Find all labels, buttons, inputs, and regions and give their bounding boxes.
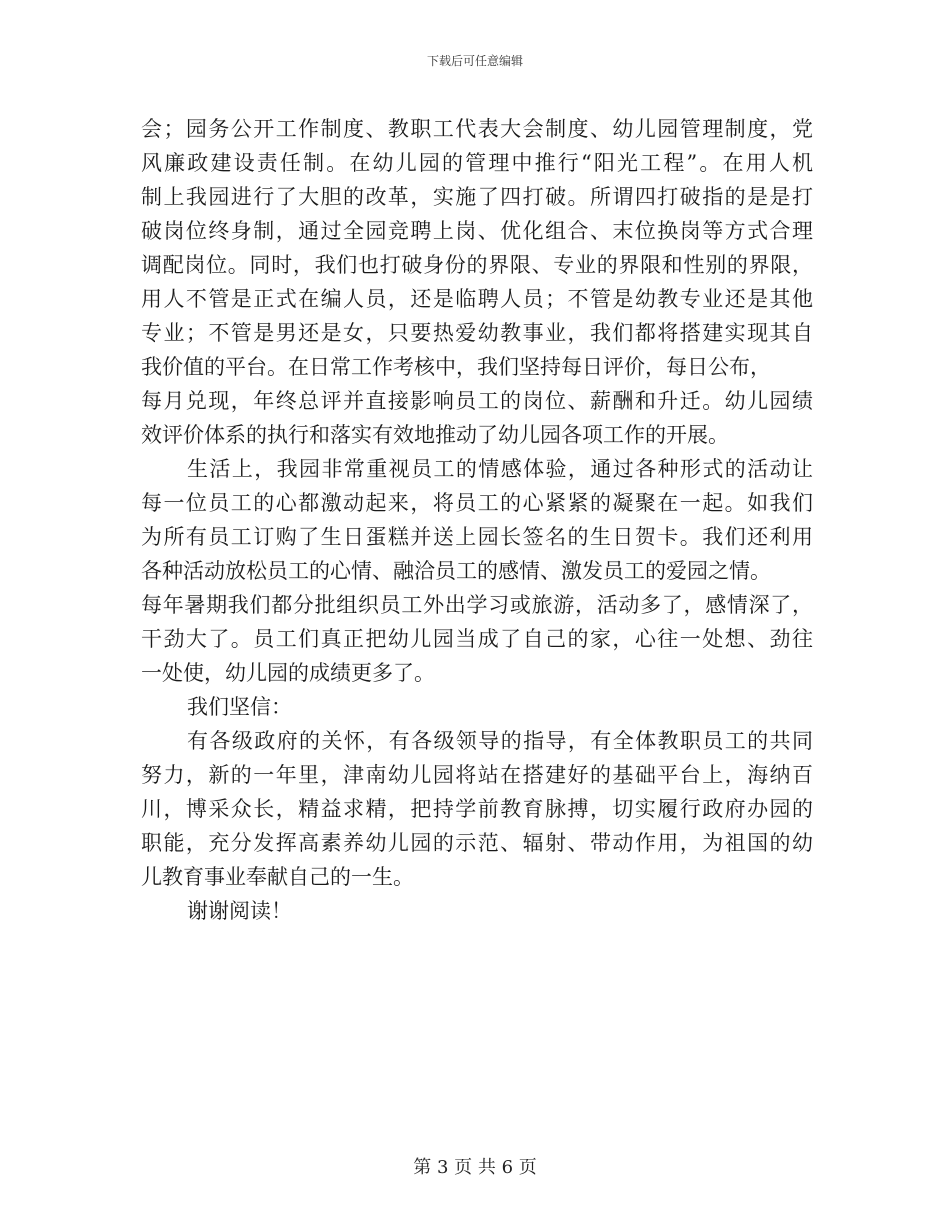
text-line: 为所有员工订购了生日蛋糕并送上园长签名的生日贺卡。我们还利用 <box>141 525 813 549</box>
paragraph-last-line: 儿教育事业奉献自己的一生。 <box>141 865 414 889</box>
paragraph-last-line: 一处使，幼儿园的成绩更多了。 <box>141 661 435 685</box>
text-line: 各种活动放松员工的心情、融洽员工的感情、激发员工的爱园之情。 <box>141 559 771 583</box>
text-line: 每月兑现，年终总评并直接影响员工的岗位、薪酬和升迁。幼儿园绩 <box>141 389 813 413</box>
text-line: 专业；不管是男还是女，只要热爱幼教事业，我们都将搭建实现其自 <box>141 321 813 345</box>
text-line: 风廉政建设责任制。在幼儿园的管理中推行“阳光工程”。在用人机 <box>141 151 813 175</box>
text-line: 职能，充分发挥高素养幼儿园的示范、辐射、带动作用，为祖国的幼 <box>141 831 813 855</box>
paragraph-last-line: 效评价体系的执行和落实有效地推动了幼儿园各项工作的开展。 <box>141 423 729 447</box>
text-line: 干劲大了。员工们真正把幼儿园当成了自己的家，心往一处想、劲往 <box>141 627 813 651</box>
text-line: 调配岗位。同时，我们也打破身份的界限、专业的界限和性别的界限， <box>141 253 813 277</box>
text-line: 用人不管是正式在编人员，还是临聘人员；不管是幼教专业还是其他 <box>141 287 813 311</box>
text-line: 每一位员工的心都激动起来，将员工的心紧紧的凝聚在一起。如我们 <box>141 491 813 515</box>
paragraph-line: 我们坚信： <box>187 695 292 719</box>
paragraph-first-line: 有各级政府的关怀，有各级领导的指导，有全体教职员工的共同 <box>187 729 813 753</box>
closing-line: 谢谢阅读！ <box>187 899 292 923</box>
page-header: 下载后可任意编辑 <box>426 54 523 68</box>
text-line: 川，博采众长，精益求精，把持学前教育脉搏，切实履行政府办园的 <box>141 797 813 821</box>
text-line: 会；园务公开工作制度、教职工代表大会制度、幼儿园管理制度，党 <box>141 117 813 141</box>
text-line: 每年暑期我们都分批组织员工外出学习或旅游，活动多了，感情深了， <box>141 593 813 617</box>
text-line: 破岗位终身制，通过全园竞聘上岗、优化组合、末位换岗等方式合理 <box>141 219 813 243</box>
paragraph-first-line: 生活上，我园非常重视员工的情感体验，通过各种形式的活动让 <box>187 457 813 481</box>
document-body <box>141 112 813 928</box>
text-line: 我价值的平台。在日常工作考核中，我们坚持每日评价，每日公布， <box>141 355 771 379</box>
text-line: 制上我园进行了大胆的改革，实施了四打破。所谓四打破指的是是打 <box>141 185 813 209</box>
text-line: 努力，新的一年里，津南幼儿园将站在搭建好的基础平台上，海纳百 <box>141 763 813 787</box>
page-number: 第 3 页 共 6 页 <box>413 1157 537 1178</box>
